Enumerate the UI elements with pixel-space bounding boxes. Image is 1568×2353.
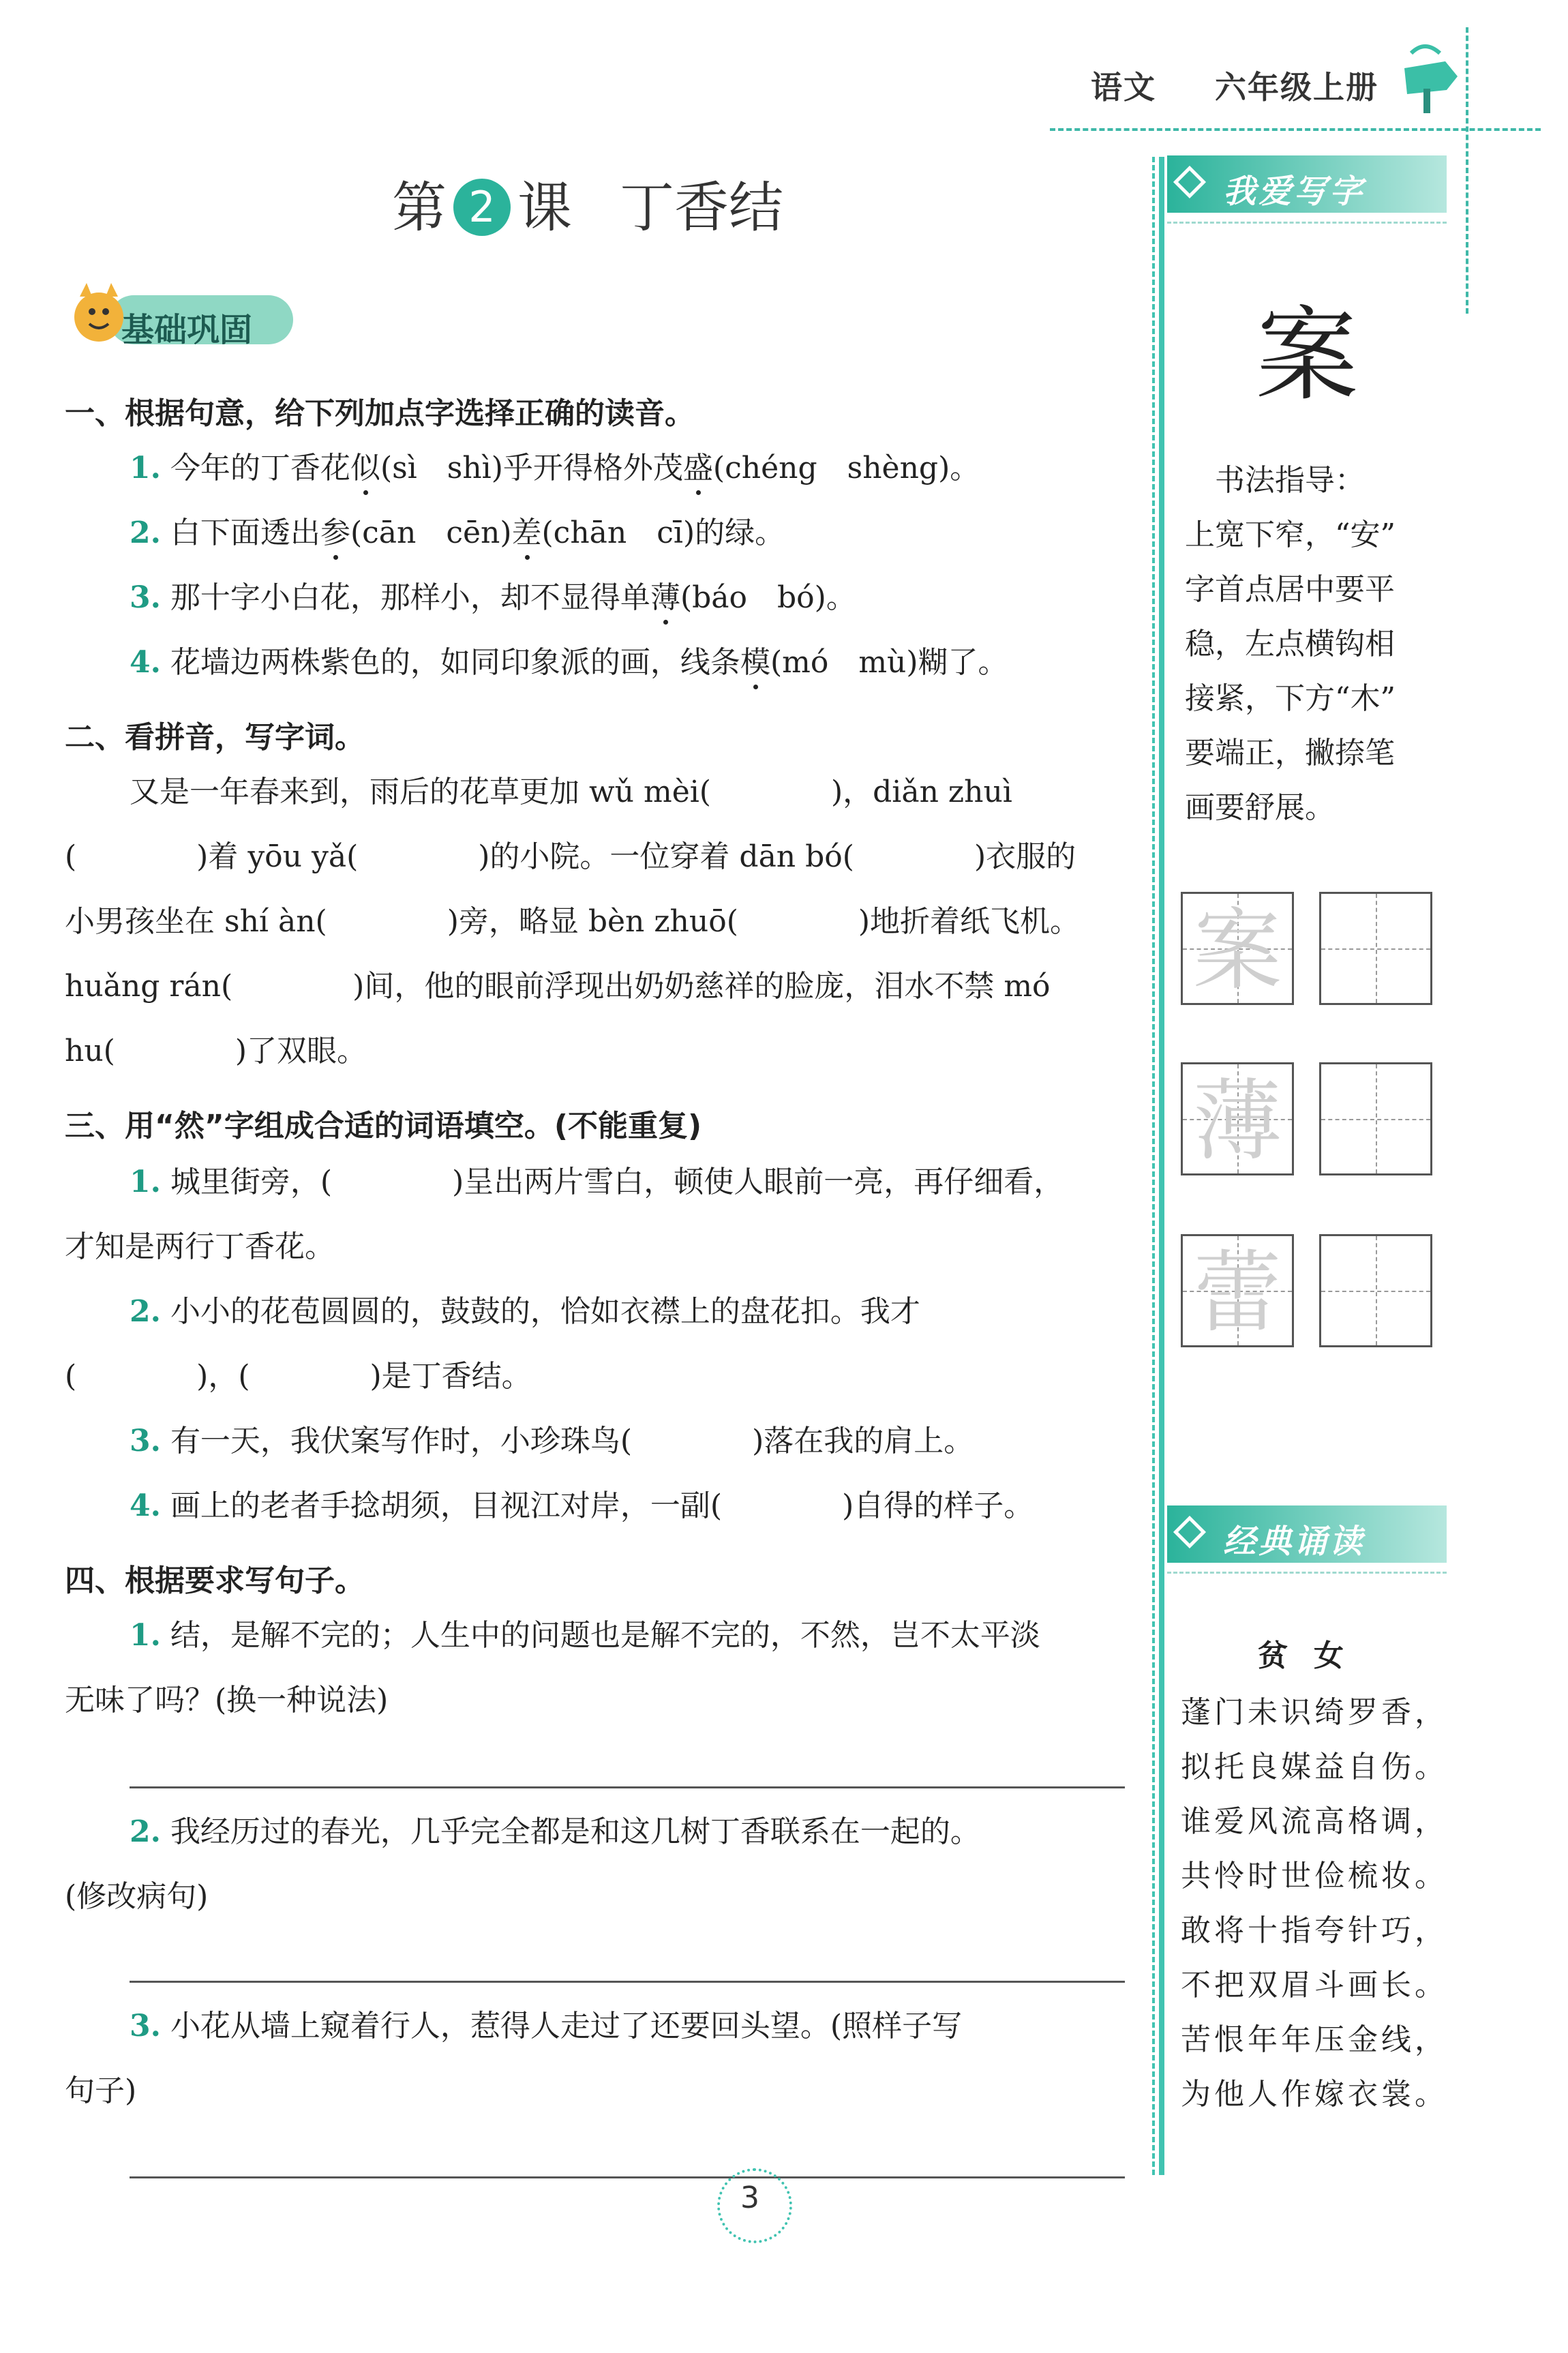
book-header bbox=[1091, 63, 1378, 108]
q2-line-4: huǎng rán( )间，他的眼前浮现出奶奶慈祥的脸庞，泪水不禁 mó bbox=[65, 969, 1051, 1004]
item-number: 4. bbox=[130, 1488, 161, 1523]
q2-line-1: 又是一年春来到，雨后的花草更加 wǔ mèi( )，diǎn zhuì bbox=[130, 775, 1012, 809]
guide-line-3: 字首点居中要平 bbox=[1185, 572, 1395, 607]
guide-line-5: 接紧，下方“木” bbox=[1185, 681, 1396, 716]
q2-line-2: ( )着 yōu yǎ( )的小院。一位穿着 dān bó( )衣服的 bbox=[65, 839, 1076, 874]
sidebar-divider-dashed bbox=[1152, 157, 1155, 2175]
section-banner-label: 基础巩固 bbox=[121, 311, 253, 349]
item-number: 1. bbox=[130, 1618, 161, 1653]
q3-item-2 bbox=[130, 1294, 920, 1329]
q1-item-3 bbox=[130, 580, 856, 615]
item-text: 那十字小白花，那样小，却不显得单 bbox=[170, 580, 650, 615]
trace-character: 案 bbox=[1192, 899, 1282, 1002]
reading-header-label: 经典诵读 bbox=[1223, 1523, 1366, 1561]
item-number: 1. bbox=[130, 1165, 161, 1199]
item-text: 我经历过的春光，几乎完全都是和这几树丁香联系在一起的。 bbox=[170, 1814, 980, 1849]
practice-grid-trace[interactable] bbox=[1181, 892, 1294, 1005]
practice-grid-blank[interactable] bbox=[1319, 1234, 1432, 1347]
pinyin-options: (mó mù)糊了。 bbox=[770, 645, 1008, 680]
poem-title: 贫女 bbox=[1258, 1638, 1370, 1673]
item-text: 画上的老者手捻胡须，目视江对岸，一副( )自得的样子。 bbox=[170, 1488, 1034, 1523]
guide-line-6: 要端正，撇捺笔 bbox=[1185, 736, 1395, 770]
item-text: 结，是解不完的；人生中的问题也是解不完的，不然，岂不太平淡 bbox=[170, 1618, 1040, 1653]
item-text: 白下面透出 bbox=[170, 515, 320, 550]
q2-line-3: 小男孩坐在 shí àn( )旁，略显 bèn zhuō( )地折着纸飞机。 bbox=[65, 904, 1081, 939]
item-number: 1. bbox=[130, 451, 161, 485]
pinyin-options: (chān cī)的绿。 bbox=[541, 515, 785, 550]
poem-line: 蓬门未识绮罗香， bbox=[1181, 1695, 1448, 1730]
dotted-char: 模 bbox=[740, 645, 770, 680]
lesson-title bbox=[392, 164, 783, 242]
item-text: 小花从墙上窥着行人，惹得人走过了还要回头望。(照样子写 bbox=[170, 2009, 963, 2043]
writing-header-label: 我爱写字 bbox=[1223, 173, 1366, 211]
dotted-char: 薄 bbox=[650, 580, 680, 615]
q1-item-4 bbox=[130, 645, 1008, 680]
q4-item-1 bbox=[130, 1618, 1040, 1653]
q3-item-1-cont: 才知是两行丁香花。 bbox=[65, 1229, 335, 1264]
dotted-char: 差 bbox=[511, 515, 542, 550]
q4-item-2-cont: (修改病句) bbox=[65, 1879, 209, 1914]
poem-line: 不把双眉斗画长。 bbox=[1181, 1968, 1448, 2003]
answer-line-1[interactable] bbox=[130, 1786, 1125, 1788]
q2-line-5: hu( )了双眼。 bbox=[65, 1034, 367, 1068]
q4-item-1-cont: 无味了吗？(换一种说法) bbox=[65, 1683, 389, 1718]
guide-line-4: 稳，左点横钩相 bbox=[1185, 627, 1395, 661]
q3-item-3 bbox=[130, 1426, 974, 1456]
dotted-char: 盛 bbox=[682, 451, 713, 485]
practice-grid-trace[interactable] bbox=[1181, 1062, 1294, 1175]
q1-heading: 一、根据句意，给下列加点字选择正确的读音。 bbox=[65, 396, 695, 431]
item-text: 小小的花苞圆圆的，鼓鼓的，恰如衣襟上的盘花扣。我才 bbox=[170, 1294, 920, 1329]
poem-line: 谁爱风流高格调， bbox=[1181, 1804, 1448, 1839]
answer-line-2[interactable] bbox=[130, 1981, 1125, 1983]
lesson-prefix: 第 bbox=[392, 176, 447, 239]
trace-character: 蕾 bbox=[1192, 1241, 1282, 1345]
dotted-char: 似 bbox=[350, 451, 380, 485]
grade-label: 六年级上册 bbox=[1215, 69, 1379, 106]
q3-item-4 bbox=[130, 1488, 1034, 1523]
dotted-char: 参 bbox=[320, 515, 350, 550]
q4-item-2 bbox=[130, 1814, 980, 1849]
q3-item-2-cont: ( )，( )是丁香结。 bbox=[65, 1359, 532, 1394]
q1-item-1 bbox=[130, 453, 980, 483]
trace-character: 薄 bbox=[1192, 1069, 1282, 1173]
poem-line: 为他人作嫁衣裳。 bbox=[1181, 2077, 1448, 2112]
diamond-icon bbox=[1173, 1516, 1206, 1548]
q4-heading: 四、根据要求写句子。 bbox=[65, 1563, 365, 1598]
answer-line-3[interactable] bbox=[130, 2176, 1125, 2178]
q1-item-2 bbox=[130, 515, 785, 550]
q2-heading: 二、看拼音，写字词。 bbox=[65, 720, 365, 755]
poem-line: 共怜时世俭梳妆。 bbox=[1181, 1859, 1448, 1893]
item-number: 2. bbox=[130, 515, 161, 550]
q4-item-3 bbox=[130, 2011, 962, 2041]
q3-heading: 三、用“然”字组成合适的词语填空。(不能重复) bbox=[65, 1109, 702, 1143]
item-text: 花墙边两株紫色的，如同印象派的画，线条 bbox=[170, 645, 740, 680]
item-number: 2. bbox=[130, 1814, 161, 1849]
pinyin-options: (cān cēn) bbox=[350, 515, 512, 550]
writing-header-underline bbox=[1167, 222, 1447, 224]
item-number: 3. bbox=[130, 2009, 161, 2043]
lesson-suffix: 课 bbox=[517, 176, 572, 239]
guide-line-1: 书法指导： bbox=[1185, 463, 1365, 498]
practice-grid-blank[interactable] bbox=[1319, 892, 1432, 1005]
diamond-icon bbox=[1173, 166, 1206, 198]
practice-grid-blank[interactable] bbox=[1319, 1062, 1432, 1175]
page-number: 3 bbox=[740, 2180, 759, 2215]
guide-line-2: 上宽下窄，“安” bbox=[1185, 518, 1396, 552]
signpost-icon bbox=[1391, 41, 1466, 116]
pinyin-options: (chéng shèng)。 bbox=[712, 451, 980, 485]
featured-character: 案 bbox=[1256, 297, 1359, 415]
item-text: 今年的丁香花 bbox=[170, 451, 350, 485]
reading-header-underline bbox=[1167, 1572, 1447, 1574]
reading-header bbox=[1167, 1505, 1447, 1563]
practice-grid-trace[interactable] bbox=[1181, 1234, 1294, 1347]
q4-item-3-cont: 句子) bbox=[65, 2073, 137, 2108]
item-number: 2. bbox=[130, 1294, 161, 1329]
pinyin-options: (báo bó)。 bbox=[680, 580, 856, 615]
subject-label: 语文 bbox=[1091, 69, 1156, 106]
q3-item-1 bbox=[130, 1167, 1064, 1197]
header-vertical-divider bbox=[1466, 27, 1468, 314]
pinyin-options: (sì shì)乎开得格外茂 bbox=[380, 451, 683, 485]
poem-line: 拟托良媒益自伤。 bbox=[1181, 1750, 1448, 1784]
guide-line-7: 画要舒展。 bbox=[1185, 790, 1335, 825]
item-number: 3. bbox=[130, 1424, 161, 1458]
item-number: 4. bbox=[130, 645, 161, 680]
lesson-number-badge: 2 bbox=[453, 179, 511, 236]
item-text: 有一天，我伏案写作时，小珍珠鸟( )落在我的肩上。 bbox=[170, 1424, 974, 1458]
poem-line: 苦恨年年压金线， bbox=[1181, 2022, 1448, 2057]
item-number: 3. bbox=[130, 580, 161, 615]
writing-header bbox=[1167, 155, 1447, 213]
item-text: 城里街旁，( )呈出两片雪白，顿使人眼前一亮，再仔细看， bbox=[170, 1165, 1064, 1199]
poem-line: 敢将十指夸针巧， bbox=[1181, 1913, 1448, 1948]
sidebar-divider bbox=[1159, 157, 1164, 2175]
lesson-name: 丁香结 bbox=[620, 176, 783, 239]
